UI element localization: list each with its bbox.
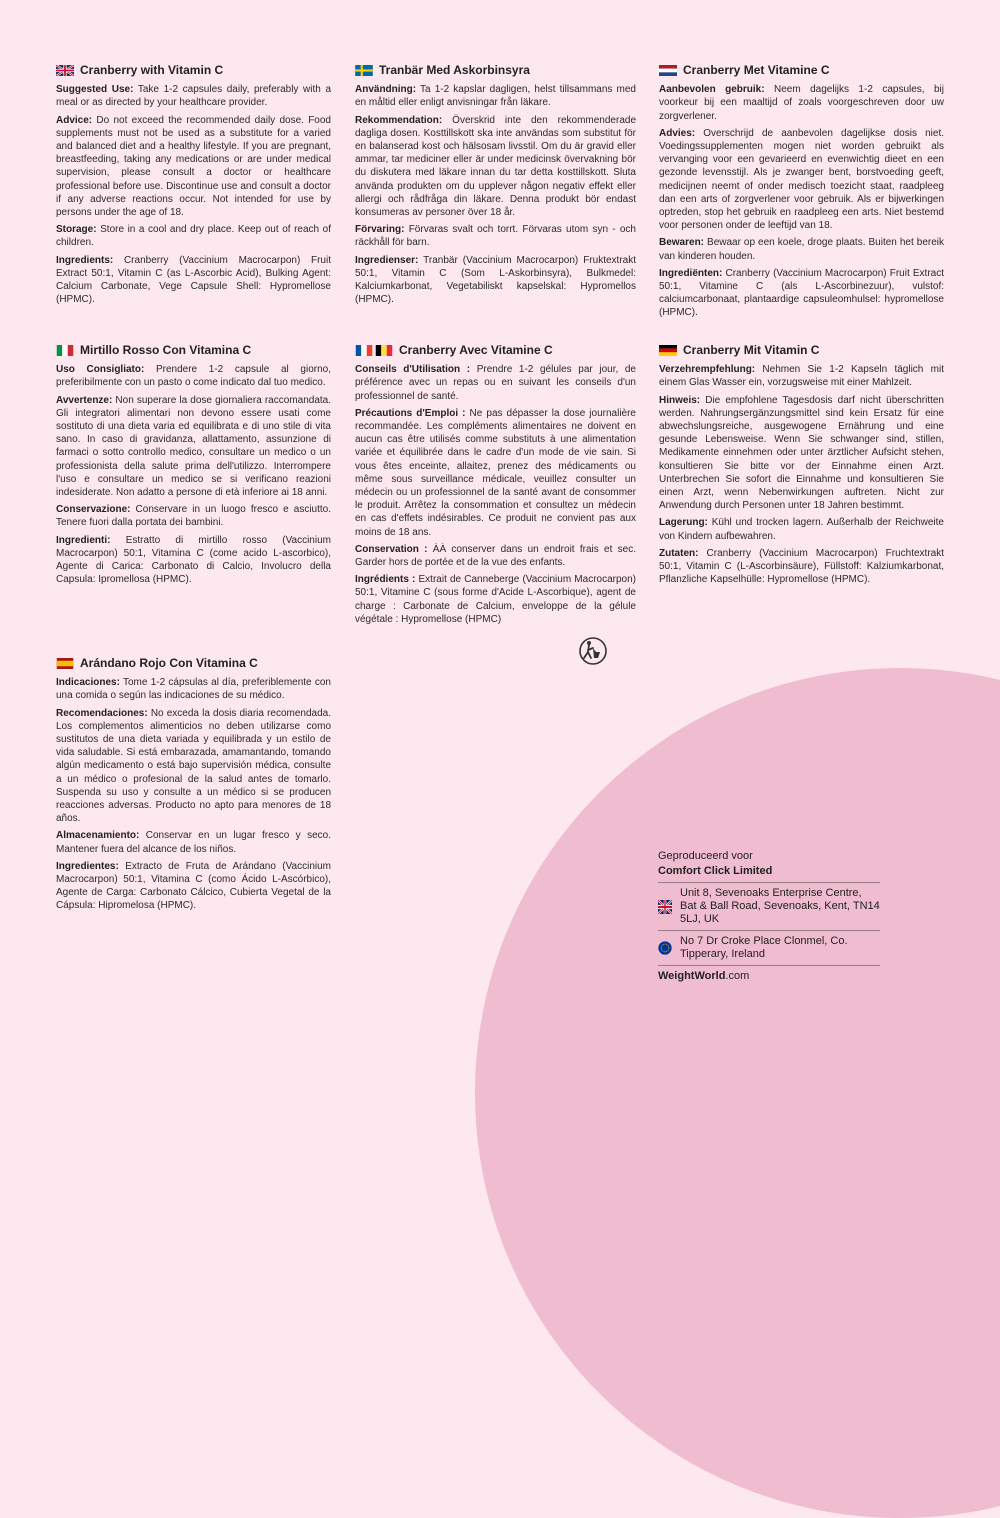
ingredients: Ingrediënten: Cranberry (Vaccinium Macrocarpon) Fruit Extract 50:1, Vitamine C (als L-Ascorbinezuur), vulstof: calciumcarbonaat, plantaardige capsuleomhulsel: hypromellose (HPMC).	[659, 267, 944, 319]
produced-for-label: Geproduceerd voor	[658, 850, 753, 862]
advice: Avvertenze: Non superare la dose giornaliera raccomandata. Gli integratori alimentari non devono essere usati come sostituto di una dieta varia ed equilibrata e di uno stile di vita sano. In caso di gravidanza, allattamento, assunzione di farmaci o sotto controllo medico, consultare un medico o un professionista della salute prima dell'utilizzo. Interrompere l'uso e consultare un medico se si verificano reazioni indesiderate. Non adatto a persone di età inferiore ai 18 anni.	[56, 394, 331, 499]
section-it	[56, 344, 331, 590]
storage: Conservation : ÀÀ conserver dans un endroit frais et sec. Garder hors de portée et de la vue des enfants.	[355, 543, 636, 569]
section-sv	[355, 64, 636, 310]
suggested-use: Indicaciones: Tome 1-2 cápsulas al día, preferiblemente con una comida o según las indicaciones de su médico.	[56, 677, 331, 702]
advice: Hinweis: Die empfohlene Tagesdosis darf nicht überschritten werden. Nahrungsergänzungsmittel sind kein Ersatz für eine abwechslungsreiche, ausgewogene Ernährung und eine gesunde Lebensweise. Wenn Sie schwanger sind, stillen, Medikamente einnehmen oder unter ärztlicher Aufsicht stehen, konsultieren Sie bitte vor der Einnahme einen Arzt. Unterbrechen Sie sofort die Einnahme und konsultieren Sie einen Arzt, wenn Nebenwirkungen auftreten. Nicht zur Anwendung durch Personen unter 18 Jahren bestimmt.	[659, 394, 944, 512]
company-name: Comfort Click Limited	[658, 865, 773, 877]
ingredients: Ingredienti: Estratto di mirtillo rosso (Vaccinium Macrocarpon) 50:1, Vitamina C (come acido L-ascorbico), Agente di Carica: Carbonato di Calcio, Involucro della Capsula: Ipromellosa (HPMC).	[56, 534, 331, 586]
uk-address-row	[658, 882, 880, 930]
suggested-use: Conseils d'Utilisation : Prendre 1-2 gélules par jour, de préférence avec un repas ou en suivant les conseils d'un professionnel de santé.	[355, 364, 636, 402]
advice: Advies: Overschrijd de aanbevolen dagelijkse dosis niet. Voedingssupplementen mogen niet worden gebruikt als vervanging voor een gevarieerd en evenwichtig dieet en een gezonde levensstijl. Als je zwanger bent, borstvoeding geeft, medicijnen neemt of onder medisch toezicht staat, raadpleeg dan een arts of zorgverlener voor gebruik. Als er bijwerkingen optreden, stop het gebruik en raadpleeg een arts. Niet bestemd voor personen onder de leeftijd van 18.	[659, 127, 944, 232]
sweden-flag-icon	[355, 65, 373, 76]
belgium-flag-icon	[375, 345, 393, 356]
section-title: Mirtillo Rosso Con Vitamina C	[56, 344, 331, 357]
storage: Lagerung: Kühl und trocken lagern. Außerhalb der Reichweite von Kindern aufbewahren.	[659, 517, 944, 542]
storage: Bewaren: Bewaar op een koele, droge plaats. Buiten het bereik van kinderen houden.	[659, 237, 944, 262]
advice: Précautions d'Emploi : Ne pas dépasser la dose journalière recommandée. Les compléments alimentaires ne doivent en aucun cas être utilisés comme substituts à une alimentation variée et équilibrée dans le cadre d'un mode de vie sain. Si vous êtes enceinte, allaitez, prenez des médicaments ou même sous surveillance médicale, veuillez consulter un médecin ou un professionnel de la santé avant de consommer le produit. Arrêtez la consommation et consultez un médecin en cas d'effets indésirables. Ce produit ne convient pas aux moins de 18 ans.	[355, 407, 636, 538]
uk-flag-icon	[658, 900, 672, 914]
ingredients: Ingredients: Cranberry (Vaccinium Macrocarpon) Fruit Extract 50:1, Vitamin C (as L-Ascorbic Acid), Bulking Agent: Calcium Carbonate, Vege Capsule Shell: Hypromellose (HPMC).	[56, 254, 331, 306]
background-circle	[475, 668, 1000, 1518]
uk-flag-icon	[56, 65, 74, 76]
section-en	[56, 64, 331, 310]
section-title: Cranberry Mit Vitamin C	[659, 344, 944, 357]
suggested-use: Aanbevolen gebruik: Neem dagelijks 1-2 capsules, bij voorkeur bij een maaltijd of zoals voorgeschreven door uw zorgverlener.	[659, 84, 944, 122]
suggested-use: Uso Consigliato: Prendere 1-2 capsule al giorno, preferibilmente con un pasto o come indicato dal tuo medico.	[56, 364, 331, 389]
section-title: Arándano Rojo Con Vitamina C	[56, 657, 331, 670]
section-title: Cranberry Met Vitamine C	[659, 64, 944, 77]
eu-flag-icon	[658, 941, 672, 955]
brand-website: WeightWorld.com	[658, 965, 880, 983]
eu-address-row	[658, 930, 880, 965]
section-title: Cranberry Avec Vitamine C	[355, 344, 636, 357]
section-de	[659, 344, 944, 590]
section-nl	[659, 64, 944, 324]
suggested-use: Verzehrempfehlung: Nehmen Sie 1-2 Kapseln täglich mit einem Glas Wasser ein, vorzugsweise mit einer Mahlzeit.	[659, 364, 944, 389]
spain-flag-icon	[56, 658, 74, 669]
germany-flag-icon	[659, 345, 677, 356]
ingredients: Ingrédients : Extrait de Canneberge (Vaccinium Macrocarpon) 50:1, Vitamine C (sous forme d'Acide L-Ascorbique), agent de charge : Carbonate de Calcium, enveloppe de la gélule végétale : Hypromellose (HPMC)	[355, 574, 636, 625]
section-fr	[355, 344, 636, 630]
manufacturer-info	[658, 850, 880, 983]
tidyman-recycle-icon	[578, 636, 608, 666]
ingredients: Ingredienser: Tranbär (Vaccinium Macrocarpon) Fruktextrakt 50:1, Vitamin C (Som L-Askorbinsyra), Bulkmedel: Kalciumkarbonat, Vegetabiliskt kapselskal: Hypromellos (HPMC).	[355, 254, 636, 306]
storage: Conservazione: Conservare in un luogo fresco e asciutto. Tenere fuori dalla portata dei bambini.	[56, 504, 331, 529]
ingredients: Zutaten: Cranberry (Vaccinium Macrocarpon) Fruchtextrakt 50:1, Vitamin C (L-Ascorbinsäure), Füllstoff: Kalziumkarbonat, Pflanzliche Kapselhülle: Hypromellose (HPMC).	[659, 547, 944, 586]
advice: Advice: Do not exceed the recommended daily dose. Food supplements must not be used as a substitute for a varied and balanced diet and a healthy lifestyle. If you are pregnant, breastfeeding, taking any medications or are under medical supervision, please consult a doctor or healthcare professional before use. Discontinue use and consult a doctor if any adverse reactions occur. Not intended for use by persons under the age of 18.	[56, 114, 331, 219]
netherlands-flag-icon	[659, 65, 677, 76]
section-title: Tranbär Med Askorbinsyra	[355, 64, 636, 77]
italy-flag-icon	[56, 345, 74, 356]
storage: Almacenamiento: Conservar en un lugar fresco y seco. Mantener fuera del alcance de los niños.	[56, 830, 331, 855]
advice: Recomendaciones: No exceda la dosis diaria recomendada. Los complementos alimenticios no deben utilizarse como sustitutos de una dieta variada y equilibrada y un estilo de vida saludable. Si está embarazada, amamantando, tomando algún medicamento o está bajo supervisión médica, consulte a un médico o profesional de la salud antes de tomarlo. Suspenda su uso y consulte a un médico si se producen reacciones adversas. Producto no apto para menores de 18 años.	[56, 707, 331, 825]
section-es	[56, 657, 331, 917]
storage: Förvaring: Förvaras svalt och torrt. Förvaras utom syn - och räckhåll för barn.	[355, 224, 636, 249]
eu-address: No 7 Dr Croke Place Clonmel, Co. Tipperary, Ireland	[680, 935, 848, 960]
suggested-use: Användning: Ta 1-2 kapslar dagligen, helst tillsammans med en måltid eller enligt anvisningar från läkare.	[355, 84, 636, 109]
advice: Rekommendation: Överskrid inte den rekommenderade dagliga dosen. Kosttillskott ska inte användas som substitut för en balanserad kost och hälsosam livsstil. Om du är gravid eller ammar, tar mediciner eller är under medicinsk övervakning bör du diskutera med läkare innan du tar detta kosttillskott. Sluta använda produkten om du upplever någon negativ effekt eller allergi och rådfråga din läkare. Denna produkt bör endast konsumeras av personer över 18 år.	[355, 114, 636, 219]
storage: Storage: Store in a cool and dry place. Keep out of reach of children.	[56, 224, 331, 249]
uk-address: Unit 8, Sevenoaks Enterprise Centre, Bat & Ball Road, Sevenoaks, Kent, TN14 5LJ, UK	[680, 887, 880, 925]
ingredients: Ingredientes: Extracto de Fruta de Arándano (Vaccinium Macrocarpon) 50:1, Vitamina C (como Ácido L-Ascórbico), Agente de Carga: Carbonato Cálcico, Cubierta Vegetal de la Cápsula: Hipromelosa (HPMC).	[56, 860, 331, 912]
france-flag-icon	[355, 345, 373, 356]
suggested-use: Suggested Use: Take 1-2 capsules daily, preferably with a meal or as directed by your healthcare provider.	[56, 84, 331, 109]
section-title: Cranberry with Vitamin C	[56, 64, 331, 77]
